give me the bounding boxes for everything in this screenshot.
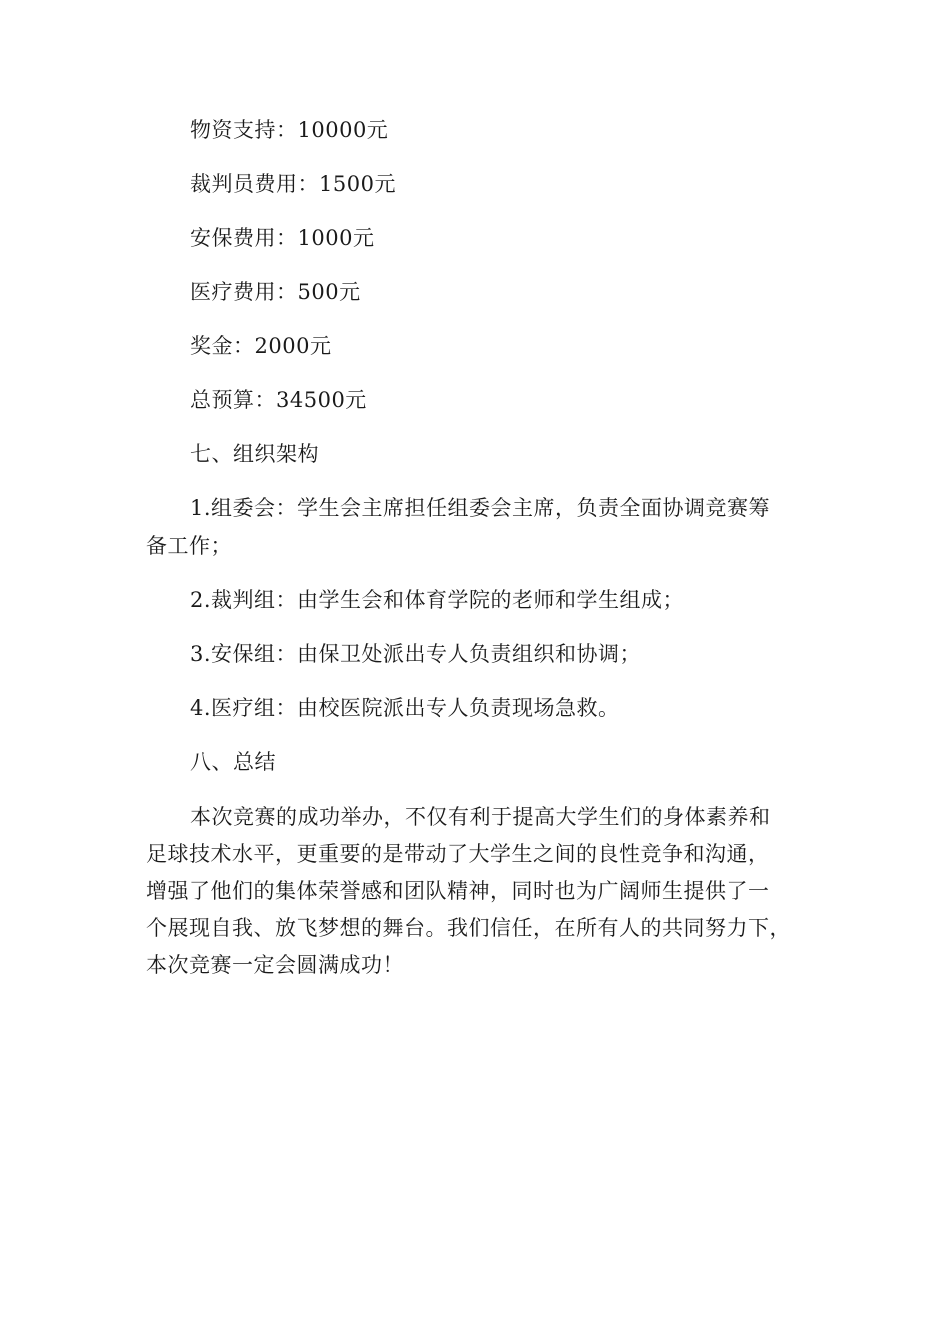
budget-prize: 奖金：2000元 — [190, 334, 332, 358]
budget-security: 安保费用：1000元 — [190, 226, 375, 250]
budget-medical: 医疗费用：500元 — [190, 280, 361, 304]
summary-paragraph — [146, 799, 806, 984]
org-item-committee-line2: 备工作； — [146, 534, 232, 558]
org-item-security: 3.安保组：由保卫处派出专人负责组织和协调； — [190, 642, 642, 666]
section-heading-summary: 八、总结 — [190, 750, 276, 774]
summary-line: 本次竞赛的成功举办，不仅有利于提高大学生们的身体素养和 — [190, 805, 771, 829]
budget-total: 总预算：34500元 — [190, 388, 367, 412]
summary-line: 增强了他们的集体荣誉感和团队精神，同时也为广阔师生提供了一 — [146, 879, 770, 903]
org-item-referees: 2.裁判组：由学生会和体育学院的老师和学生组成； — [190, 588, 685, 612]
section-heading-organization: 七、组织架构 — [190, 442, 319, 466]
org-item-medical: 4.医疗组：由校医院派出专人负责现场急救。 — [190, 696, 620, 720]
summary-line: 个展现自我、放飞梦想的舞台。我们信任，在所有人的共同努力下， — [146, 916, 791, 940]
summary-line: 本次竞赛一定会圆满成功！ — [146, 953, 404, 977]
budget-referees: 裁判员费用：1500元 — [190, 172, 396, 196]
summary-line: 足球技术水平，更重要的是带动了大学生之间的良性竞争和沟通， — [146, 842, 770, 866]
org-item-committee-line1: 1.组委会：学生会主席担任组委会主席，负责全面协调竞赛筹 — [190, 496, 771, 520]
budget-materials: 物资支持：10000元 — [190, 118, 389, 142]
